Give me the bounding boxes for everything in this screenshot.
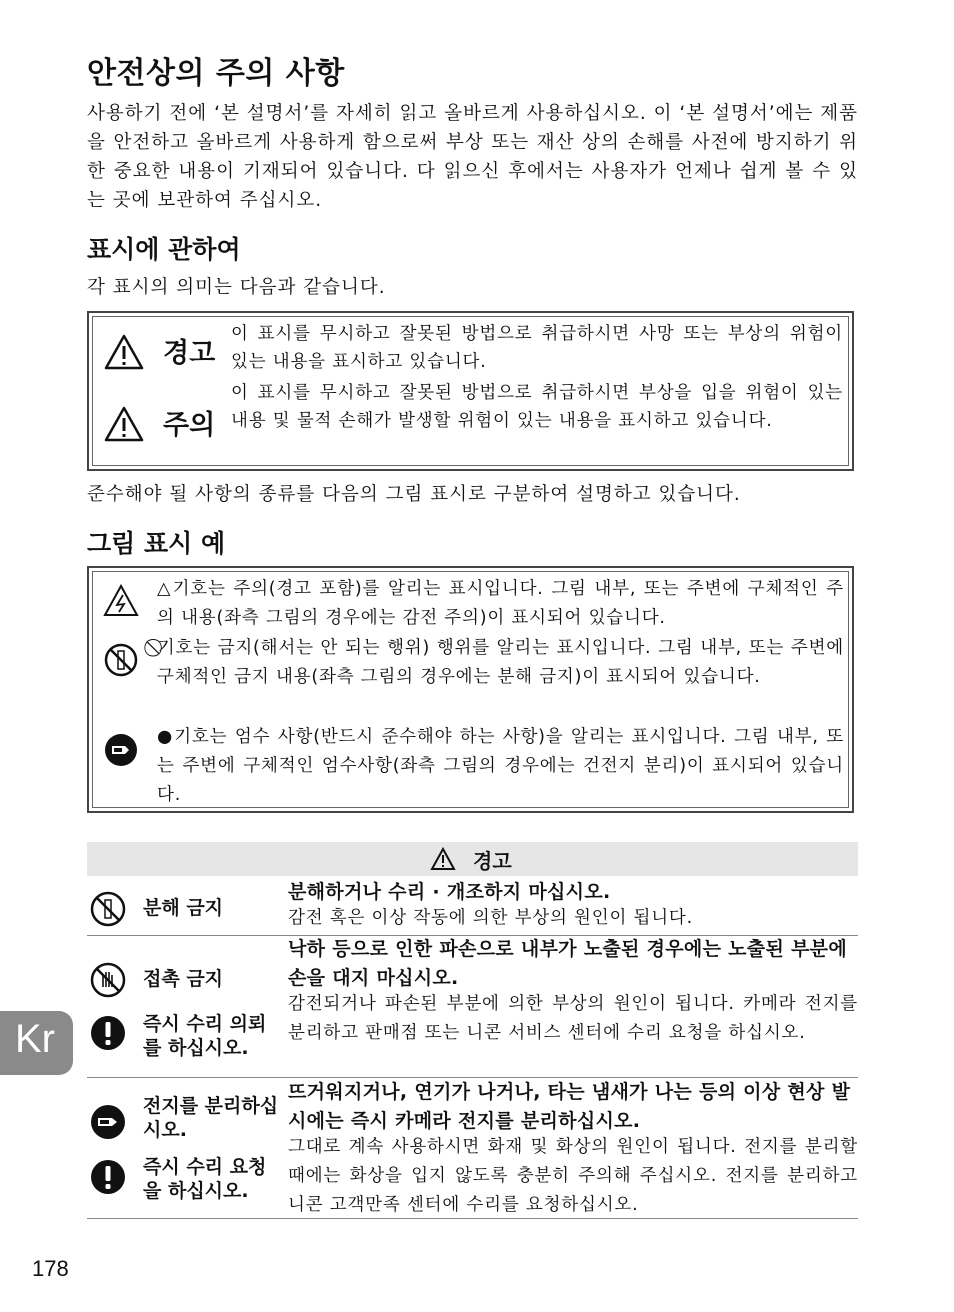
row-bold-text: 뜨거워지거나, 연기가 나거나, 타는 냄새가 나는 등의 이상 현상 발시에는 즉시 카메라 전지를 분리하십시오. <box>288 1081 851 1132</box>
row-label-no-touch: 접촉 금지 <box>143 968 224 990</box>
row-label-request-repair: 즉시 수리 의뢰를 하십시오. <box>143 1013 267 1059</box>
page-title: 안전상의 주의 사항 <box>87 56 345 91</box>
warning-triangle-icon <box>430 847 456 871</box>
symbols-subtitle: 각 표시의 의미는 다음과 같습니다. <box>87 277 386 298</box>
row-label-request-repair: 즉시 수리 요청을 하십시오. <box>143 1156 267 1202</box>
row-label-no-disassembly: 분해 금지 <box>143 897 224 919</box>
language-tab <box>0 1011 73 1075</box>
symbols-box <box>87 311 854 471</box>
warning-triangle-icon <box>103 333 145 371</box>
no-touch-icon <box>89 961 127 999</box>
remove-battery-icon <box>89 1103 127 1141</box>
no-disassembly-icon <box>89 890 127 928</box>
mandatory-exclamation-icon <box>89 1158 127 1196</box>
language-tab-label: Kr <box>15 1017 55 1061</box>
triangle-example-text: △기호는 주의(경고 포함)를 알리는 표시입니다. 그림 내부, 또는 주변에 구체적인 주의 내용(좌측 그림의 경우에는 감전 주의)이 표시되어 있습니다. <box>157 579 844 628</box>
electric-shock-caution-icon <box>103 584 139 618</box>
row-description: 그대로 계속 사용하시면 화재 및 화상의 원인이 됩니다. 전지를 분리할 때에는 화상을 입지 않도록 충분히 주의해 주십시오. 전지를 분리하고 니콘 고객만족 센터에 수리를 요청하십시오. <box>288 1137 858 1215</box>
page-number: 178 <box>32 1256 69 1281</box>
table-header-label: 경고 <box>473 849 512 873</box>
examples-box <box>87 566 854 813</box>
prohibit-example-text: ⃠기호는 금지(해서는 안 되는 행위) 행위를 알리는 표시입니다. 그림 내부, 또는 주변에 구체적인 금지 내용(좌측 그림의 경우에는 분해 금지)이 표시되어 있습니다. <box>157 638 844 687</box>
intro-paragraph: 사용하기 전에 ‘본 설명서’를 자세히 읽고 올바르게 사용하십시오. 이 ‘본 설명서’에는 제품을 안전하고 올바르게 사용하게 함으로써 부상 또는 재산 상의 손해를 사전에 방지하기 위한 중요한 내용이 기재되어 있습니다. 다 읽으신 후에서는 사용자가 언제나 쉽게 볼 수 있는 곳에 보관하여 주십시오. <box>87 103 858 211</box>
mandatory-exclamation-icon <box>89 1014 127 1052</box>
row-description: 감전되거나 파손된 부분에 의한 부상의 원인이 됩니다. 카메라 전지를 분리하고 판매점 또는 니콘 서비스 센터에 수리 요청을 하십시오. <box>288 994 858 1043</box>
no-disassembly-icon <box>103 642 139 678</box>
row-bold-text: 분해하거나 수리 · 개조하지 마십시오. <box>288 881 611 903</box>
row-description: 감전 혹은 이상 작동에 의한 부상의 원인이 됩니다. <box>288 908 694 928</box>
warning-description: 이 표시를 무시하고 잘못된 방법으로 취급하시면 사망 또는 부상의 위험이 있는 내용을 표시하고 있습니다. <box>231 324 843 372</box>
mandatory-example-text: ●기호는 엄수 사항(반드시 준수해야 하는 사항)을 알리는 표시입니다. 그림 내부, 또는 주변에 구체적인 엄수사항(좌측 그림의 경우에는 건전지 분리)이 표시되어 있습니다. <box>157 727 844 805</box>
section-heading-symbols: 표시에 관하여 <box>87 235 241 264</box>
row-divider <box>87 1218 858 1219</box>
row-bold-text: 낙하 등으로 인한 파손으로 내부가 노출된 경우에는 노출된 부분에 손을 대지 마십시오. <box>288 938 847 989</box>
section-heading-examples: 그림 표시 예 <box>87 529 226 558</box>
remove-battery-icon <box>103 732 139 768</box>
symbols-after-text: 준수해야 될 사항의 종류를 다음의 그림 표시로 구분하여 설명하고 있습니다. <box>87 484 741 505</box>
table-header <box>87 842 858 876</box>
caution-triangle-icon <box>103 405 145 443</box>
warning-label: 경고 <box>163 338 216 369</box>
row-label-remove-battery: 전지를 분리하십시오. <box>143 1095 279 1141</box>
caution-label: 주의 <box>163 410 216 441</box>
caution-description: 이 표시를 무시하고 잘못된 방법으로 취급하시면 부상을 입을 위험이 있는 내용 및 물적 손해가 발생할 위험이 있는 내용을 표시하고 있습니다. <box>231 383 843 431</box>
